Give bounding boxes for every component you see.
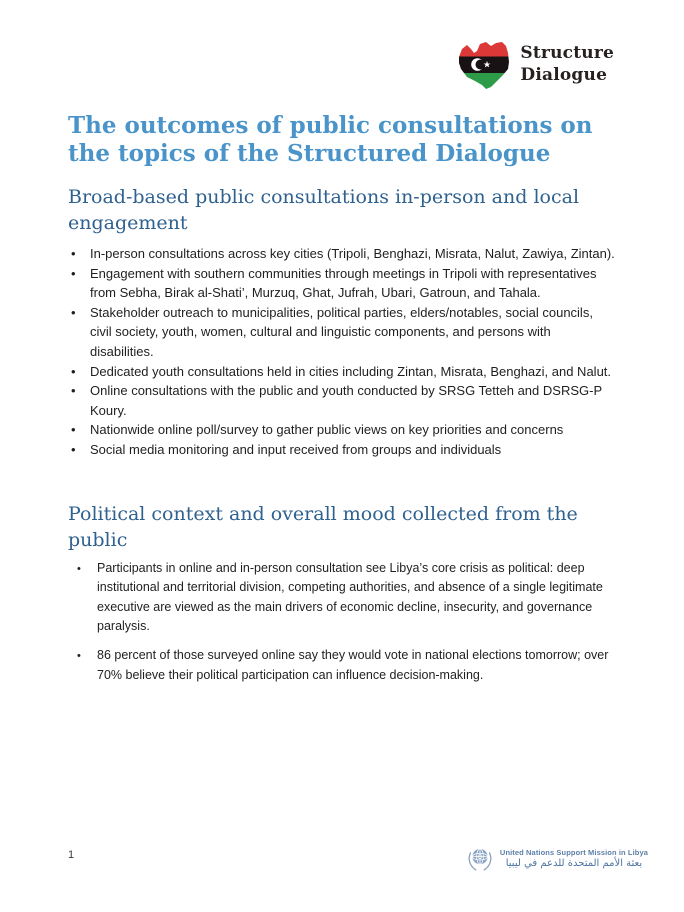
logo-line-1: Structure xyxy=(520,42,614,63)
consultations-bullet-list xyxy=(68,244,616,460)
un-emblem-icon xyxy=(466,844,494,872)
logo-wordmark xyxy=(520,42,614,86)
list-item: • Stakeholder outreach to municipalities, political parties, elders/notables, social councils, civil society, youth, women, cultural and linguistic components, and persons with disabilities. xyxy=(68,303,616,362)
list-item: • 86 percent of those surveyed online say they would vote in national elections tomorrow; over 70% believe their political participation can influence decision-making. xyxy=(68,646,616,685)
section-political-context xyxy=(68,501,616,686)
page-number: 1 xyxy=(68,849,75,861)
list-item: • Dedicated youth consultations held in cities including Zintan, Misrata, Benghazi, and Nalut. xyxy=(68,362,616,382)
section-political-context-heading: Political context and overall mood collected from the public xyxy=(68,502,578,551)
unsmil-name-english: United Nations Support Mission in Libya xyxy=(499,847,648,857)
political-context-bullet-list xyxy=(68,559,616,686)
list-item: • Nationwide online poll/survey to gather public views on key priorities and concerns xyxy=(68,420,616,440)
logo-line-2: Dialogue xyxy=(520,64,608,85)
list-item: • In-person consultations across key cities (Tripoli, Benghazi, Misrata, Nalut, Zawiya, Zintan). xyxy=(68,244,616,264)
unsmil-name-arabic: بعثة الأمم المتحدة للدعم في ليبيا xyxy=(505,857,643,869)
section-consultations-heading: Broad-based public consultations in-person and local engagement xyxy=(68,186,580,234)
page-title-line-1: The outcomes of public consultations on xyxy=(68,112,593,139)
structure-dialogue-logo xyxy=(455,37,614,90)
list-item: • Social media monitoring and input received from groups and individuals xyxy=(68,440,616,460)
section-consultations xyxy=(68,184,616,460)
libya-flag-map-icon xyxy=(455,37,511,90)
unsmil-text-block xyxy=(500,848,648,869)
page-footer xyxy=(68,844,648,872)
unsmil-logo xyxy=(466,844,648,872)
list-item: • Engagement with southern communities through meetings in Tripoli with representatives from Sebha, Birak al-Shati’, Murzuq, Ghat, Jufrah, Ubari, Gatroun, and Tahala. xyxy=(68,264,616,303)
list-item: • Online consultations with the public and youth conducted by SRSG Tetteh and DSRSG-P Koury. xyxy=(68,381,616,420)
page-title-line-2: the topics of the Structured Dialogue xyxy=(68,140,551,167)
list-item: • Participants in online and in-person consultation see Libya’s core crisis as political: deep institutional and territorial division, competing authorities, and absence of a single legitimate executive are viewed as the main drivers of economic decline, insecurity, and governance paralysis. xyxy=(68,559,616,637)
